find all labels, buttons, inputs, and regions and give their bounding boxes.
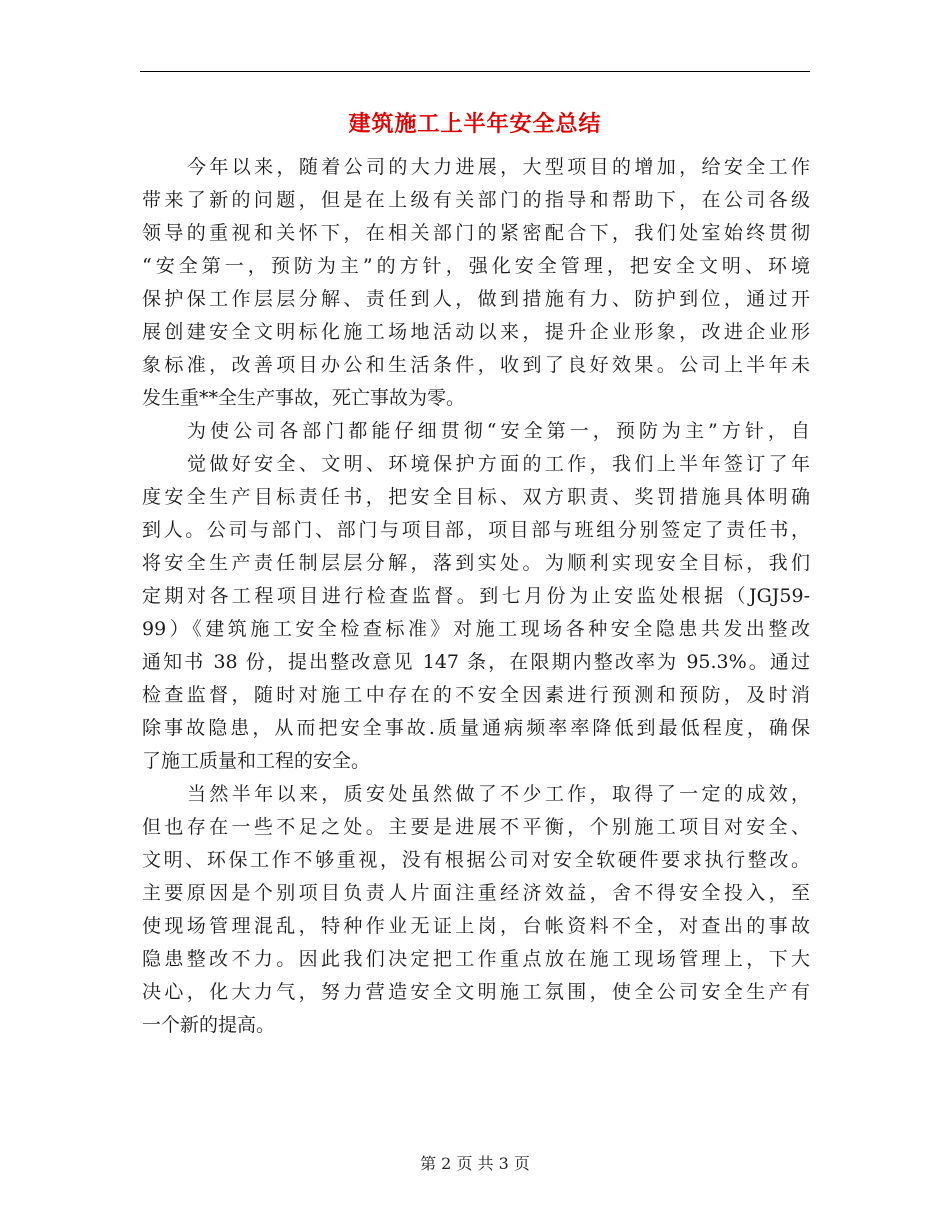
text-line: 主要原因是个别项目负责人片面注重经济效益，舍不得安全投入，至 xyxy=(142,882,810,904)
text-line: 99）《建筑施工安全检查标准》对施工现场各种安全隐患共发出整改 xyxy=(142,618,810,640)
text-line: 了施工质量和工程的安全。 xyxy=(142,750,371,772)
text-line: 文明、环保工作不够重视，没有根据公司对安全软硬件要求执行整改。 xyxy=(142,849,810,871)
text-line: 到人。公司与部门、部门与项目部，项目部与班组分别签定了责任书， xyxy=(142,519,810,541)
text-line: 使现场管理混乱，特种作业无证上岗，台帐资料不全，对查出的事故 xyxy=(142,915,810,937)
text-line: 决心，化大力气，努力营造安全文明施工氛围，使全公司安全生产有 xyxy=(142,981,810,1003)
text-line: “安全第一，预防为主”的方针，强化安全管理，把安全文明、环境 xyxy=(142,255,810,277)
text-line: 为使公司各部门都能仔细贯彻“安全第一，预防为主”方针，自 xyxy=(187,420,810,442)
paragraph xyxy=(142,151,810,415)
text-line: 度安全生产目标责任书，把安全目标、双方职责、奖罚措施具体明确 xyxy=(142,486,810,508)
text-line: 象标准，改善项目办公和生活条件，收到了良好效果。公司上半年未 xyxy=(142,354,810,376)
text-line: 当然半年以来，质安处虽然做了不少工作，取得了一定的成效， xyxy=(187,783,810,805)
paragraph xyxy=(142,778,810,1042)
text-line: 除事故隐患，从而把安全事故.质量通病频率率降低到最低程度，确保 xyxy=(142,717,810,739)
text-line: 觉做好安全、文明、环境保护方面的工作，我们上半年签订了年 xyxy=(187,453,810,475)
page-footer: 第 2 页 共 3 页 xyxy=(420,1154,530,1173)
document-body xyxy=(142,151,810,1042)
text-line: 但也存在一些不足之处。主要是进展不平衡，个别施工项目对安全、 xyxy=(142,816,810,838)
text-line: 一个新的提高。 xyxy=(142,1014,276,1036)
text-line: 通知书 38 份，提出整改意见 147 条，在限期内整改率为 95.3%。通过 xyxy=(142,651,810,673)
text-line: 隐患整改不力。因此我们决定把工作重点放在施工现场管理上，下大 xyxy=(142,948,810,970)
header-rule xyxy=(140,71,810,72)
text-line: 发生重**全生产事故，死亡事故为零。 xyxy=(142,387,466,409)
text-line: 带来了新的问题，但是在上级有关部门的指导和帮助下，在公司各级 xyxy=(142,189,810,211)
text-line: 将安全生产责任制层层分解，落到实处。为顺利实现安全目标，我们 xyxy=(142,552,810,574)
text-line: 定期对各工程项目进行检查监督。到七月份为止安监处根据（JGJ59- xyxy=(142,585,810,607)
paragraph xyxy=(142,415,810,778)
text-line: 保护保工作层层分解、责任到人，做到措施有力、防护到位，通过开 xyxy=(142,288,810,310)
text-line: 展创建安全文明标化施工场地活动以来，提升企业形象，改进企业形 xyxy=(142,321,810,343)
text-line: 领导的重视和关怀下，在相关部门的紧密配合下，我们处室始终贯彻 xyxy=(142,222,810,244)
text-line: 今年以来，随着公司的大力进展，大型项目的增加，给安全工作 xyxy=(187,156,810,178)
document-title: 建筑施工上半年安全总结 xyxy=(348,112,602,137)
text-line: 检查监督，随时对施工中存在的不安全因素进行预测和预防，及时消 xyxy=(142,684,810,706)
